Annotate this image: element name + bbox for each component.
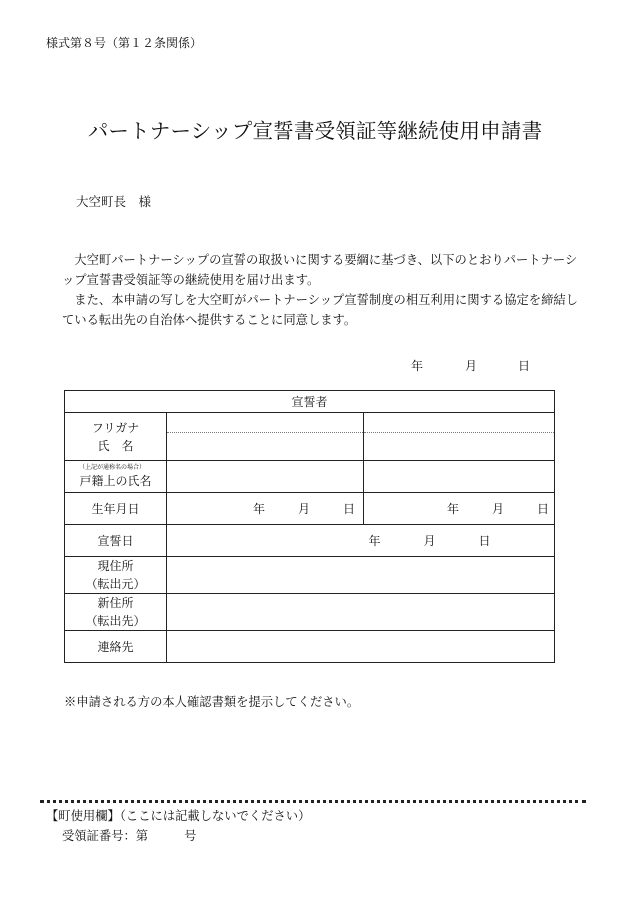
current-address-label: 現住所 [97,559,134,573]
new-address-label: 新住所 [97,596,134,610]
birth-label: 生年月日 [65,493,167,525]
new-address-label-cell [65,594,167,631]
birth-year-1: 年 [252,502,265,516]
family-name-label: 戸籍上の氏名 [79,473,152,488]
name-field-1[interactable] [167,413,364,461]
date-day: 日 [518,359,531,373]
birth-month-2: 月 [492,502,505,516]
furigana-label: フリガナ [91,420,140,435]
office-use-divider [40,800,586,803]
birth-date-field-1[interactable] [167,493,364,525]
family-name-note: （上記が通称名の場合） [79,463,146,471]
current-address-label-cell [65,557,167,594]
birth-day-1: 日 [342,502,355,516]
date-month: 月 [465,359,478,373]
oath-month: 月 [423,534,436,548]
family-name-label-cell [65,461,167,493]
addressee: 大空町長 様 [76,194,152,209]
birth-year-2: 年 [447,502,460,516]
birth-month-1: 月 [297,502,310,516]
contact-label: 連絡先 [65,631,167,663]
body-paragraph-2: また、本申請の写しを大空町がパートナーシップ宣誓制度の相互利用に関する協定を締結している転出先の自治体へ提供することに同意します。 [62,293,578,327]
current-address-field[interactable] [167,557,555,594]
contact-field[interactable] [167,631,555,663]
id-document-note: ※申請される方の本人確認書類を提示してください。 [64,695,360,709]
family-name-field-1[interactable] [167,461,364,493]
receipt-number-prefix: 受領証番号：第 [62,829,149,843]
form-number: 様式第８号（第１２条関係） [46,36,203,50]
new-address-sub: （転出先） [85,614,146,628]
family-name-field-2[interactable] [364,461,555,493]
oath-year: 年 [368,534,381,548]
oath-person-table [64,390,555,663]
body-text [62,250,582,330]
new-address-field[interactable] [167,594,555,631]
birth-day-2: 日 [537,502,550,516]
oath-day: 日 [478,534,491,548]
name-label: 氏 名 [97,438,134,453]
oath-date-field[interactable] [167,525,555,557]
birth-date-field-2[interactable] [364,493,555,525]
office-use-heading: 【町使用欄】（ここには記載しないでください） [46,809,311,823]
current-address-sub: （転出元） [85,577,146,591]
name-field-2[interactable] [364,413,555,461]
body-paragraph-1: 大空町パートナーシップの宣誓の取扱いに関する要綱に基づき、以下のとおりパートナーシップ宣誓書受領証等の継続使用を届け出ます。 [62,253,578,287]
name-label-cell [65,413,167,461]
oath-date-label: 宣誓日 [65,525,167,557]
receipt-number-suffix: 号 [184,829,197,843]
receipt-number-line [62,826,196,844]
page-title: パートナーシップ宣誓書受領証等継続使用申請書 [87,119,543,143]
date-year: 年 [411,359,424,373]
table-header: 宣誓者 [65,391,555,413]
